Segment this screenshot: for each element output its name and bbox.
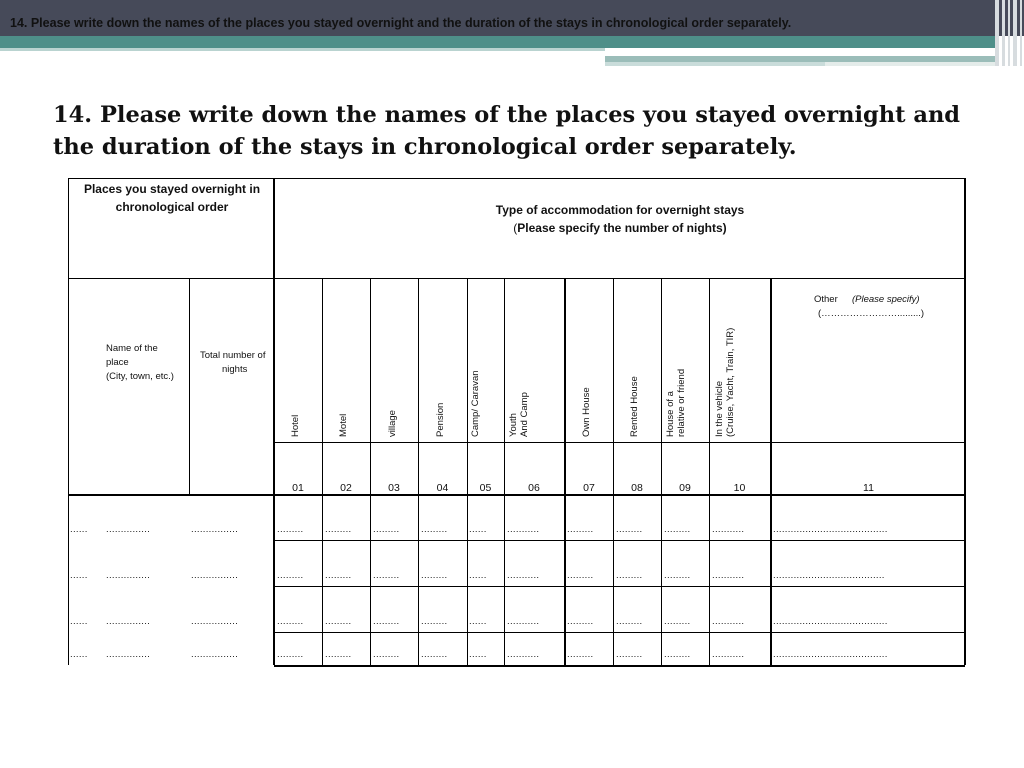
type-code: 02	[340, 482, 352, 494]
table-grid-line	[613, 278, 614, 665]
table-grid-line	[564, 278, 566, 665]
answer-blank[interactable]: ...............	[106, 649, 151, 660]
slide-heading	[53, 99, 1003, 163]
header-stripe-accent	[825, 62, 995, 66]
answer-blank[interactable]: .........	[567, 649, 594, 660]
answer-blank[interactable]: .........	[421, 616, 448, 627]
answer-blank[interactable]: ...............	[106, 570, 151, 581]
answer-blank[interactable]: ......	[469, 524, 487, 535]
answer-blank[interactable]: ......	[70, 649, 88, 660]
answer-blank[interactable]: .........	[373, 570, 400, 581]
heading-line: the duration of the stays in chronological order separately.	[53, 134, 797, 160]
answer-blank[interactable]: .........	[325, 524, 352, 535]
table-grid-line	[274, 665, 965, 667]
other-specify-label: (Please specify)	[852, 294, 920, 305]
accommodation-type-label: Motel	[338, 413, 349, 437]
decorative-bar	[1020, 0, 1022, 66]
accommodation-subheader: (Please specify the number of nights)	[513, 221, 727, 235]
table-grid-line	[467, 278, 468, 665]
answer-blank[interactable]: .........	[421, 649, 448, 660]
answer-blank[interactable]: ......	[70, 570, 88, 581]
answer-blank[interactable]: .........	[664, 524, 691, 535]
accommodation-type-label: In the vehicle (Cruise, Yacht, Train, TIR)	[714, 327, 736, 437]
decorative-bar	[1013, 0, 1017, 66]
answer-blank[interactable]: .......................................	[773, 616, 888, 627]
answer-blank[interactable]: .........	[616, 570, 643, 581]
accommodation-type-label: village	[387, 410, 398, 437]
heading-line: 14. Please write down the names of the places you stayed overnight and	[53, 102, 961, 128]
answer-blank[interactable]: .........	[373, 649, 400, 660]
table-grid-line	[322, 278, 323, 665]
answer-blank[interactable]: ...........	[712, 616, 745, 627]
type-code: 10	[733, 482, 746, 494]
other-blank: (…………………….........)	[818, 308, 925, 319]
places-header: Places you stayed overnight in chronological order	[83, 182, 261, 214]
table-grid-line	[418, 278, 419, 665]
type-code: 07	[583, 482, 595, 494]
answer-blank[interactable]: .........	[664, 570, 691, 581]
name-column-label: (City, town, etc.)	[106, 371, 174, 382]
answer-blank[interactable]: .......................................	[773, 524, 888, 535]
table-grid-line	[274, 632, 965, 633]
answer-blank[interactable]: .........	[277, 649, 304, 660]
header-stripe-accent	[605, 48, 995, 56]
answer-blank[interactable]: .........	[567, 616, 594, 627]
table-grid-line	[189, 278, 190, 494]
answer-blank[interactable]: .........	[373, 524, 400, 535]
answer-blank[interactable]: ................	[191, 616, 239, 627]
answer-blank[interactable]: ...........	[712, 649, 745, 660]
answer-blank[interactable]: .........	[616, 616, 643, 627]
type-code: 01	[292, 482, 304, 494]
total-nights-label: Total number of	[200, 350, 266, 361]
other-label: Other	[814, 294, 838, 305]
header-stripe-accent	[0, 48, 605, 51]
answer-blank[interactable]: ................	[191, 524, 239, 535]
answer-blank[interactable]: ......	[469, 649, 487, 660]
answer-blank[interactable]: ......	[469, 570, 487, 581]
header-title: 14. Please write down the names of the places you stayed overnight and the duration of the stays in chronological order separately.	[10, 16, 792, 30]
answer-blank[interactable]: ...........	[507, 616, 540, 627]
type-code: 08	[631, 482, 643, 494]
answer-blank[interactable]: ......	[70, 616, 88, 627]
table-grid-line	[709, 278, 710, 665]
table-grid-line	[964, 178, 966, 665]
answer-blank[interactable]: .........	[325, 649, 352, 660]
answer-blank[interactable]: ......	[70, 524, 88, 535]
accommodation-type-label: Hotel	[290, 414, 301, 437]
name-column-label: place	[106, 357, 129, 368]
header-stripe-accent	[605, 62, 825, 66]
answer-blank[interactable]: .........	[616, 649, 643, 660]
type-code: 06	[528, 482, 540, 494]
answer-blank[interactable]: ...............	[106, 524, 151, 535]
type-code: 04	[436, 482, 449, 494]
answer-blank[interactable]: ...........	[712, 570, 745, 581]
accommodation-type-label: Pension	[435, 402, 446, 437]
answer-blank[interactable]: ...........	[712, 524, 745, 535]
answer-blank[interactable]: .........	[373, 616, 400, 627]
table-grid-line	[370, 278, 371, 665]
table-grid-line	[661, 278, 662, 665]
type-code: 09	[679, 482, 691, 494]
answer-blank[interactable]: .........	[664, 616, 691, 627]
answer-blank[interactable]: .........	[277, 616, 304, 627]
table-grid-line	[68, 494, 965, 496]
name-column-label: Name of the	[106, 343, 158, 354]
answer-blank[interactable]: .........	[664, 649, 691, 660]
type-code: 05	[479, 482, 492, 494]
answer-blank[interactable]: ...........	[507, 524, 540, 535]
answer-blank[interactable]: ...........	[507, 649, 540, 660]
table-grid-line	[274, 540, 965, 541]
accommodation-type-label: Own House	[581, 387, 592, 437]
accommodation-type-label: Camp/ Caravan	[470, 370, 481, 437]
table-grid-line	[274, 442, 965, 443]
table-grid-line	[68, 178, 965, 179]
decorative-bar	[1008, 0, 1010, 66]
table-grid-line	[274, 586, 965, 587]
answer-blank[interactable]: ...............	[106, 616, 151, 627]
answer-blank[interactable]: .........	[421, 570, 448, 581]
header-stripe	[0, 36, 995, 48]
answer-blank[interactable]: .........	[277, 524, 304, 535]
table-grid-line	[770, 278, 772, 665]
answer-blank[interactable]: ......	[469, 616, 487, 627]
answer-blank[interactable]: .........	[325, 570, 352, 581]
answer-blank[interactable]: ...........	[507, 570, 540, 581]
answer-blank[interactable]: ......................................	[773, 570, 885, 581]
answer-blank[interactable]: .........	[421, 524, 448, 535]
accommodation-header: Type of accommodation for overnight stays	[495, 203, 745, 217]
answer-blank[interactable]: .........	[567, 524, 594, 535]
table-grid-line	[504, 278, 505, 665]
accommodation-type-label: Youth And Camp	[508, 392, 530, 437]
type-code: 11	[863, 482, 874, 494]
answer-blank[interactable]: ................	[191, 649, 239, 660]
answer-blank[interactable]: .........	[567, 570, 594, 581]
answer-blank[interactable]: .......................................	[773, 649, 888, 660]
decorative-bar	[995, 0, 999, 66]
answer-blank[interactable]: ................	[191, 570, 239, 581]
accommodation-type-label: House of a relative or friend	[665, 368, 687, 437]
answer-blank[interactable]: .........	[616, 524, 643, 535]
total-nights-label: nights	[222, 364, 248, 375]
accommodation-type-label: Rented House	[629, 376, 640, 437]
answer-blank[interactable]: .........	[325, 616, 352, 627]
table-grid-line	[68, 178, 69, 665]
table-grid-line	[273, 178, 275, 665]
type-code: 03	[388, 482, 400, 494]
decorative-bar	[1002, 0, 1005, 66]
answer-blank[interactable]: .........	[277, 570, 304, 581]
